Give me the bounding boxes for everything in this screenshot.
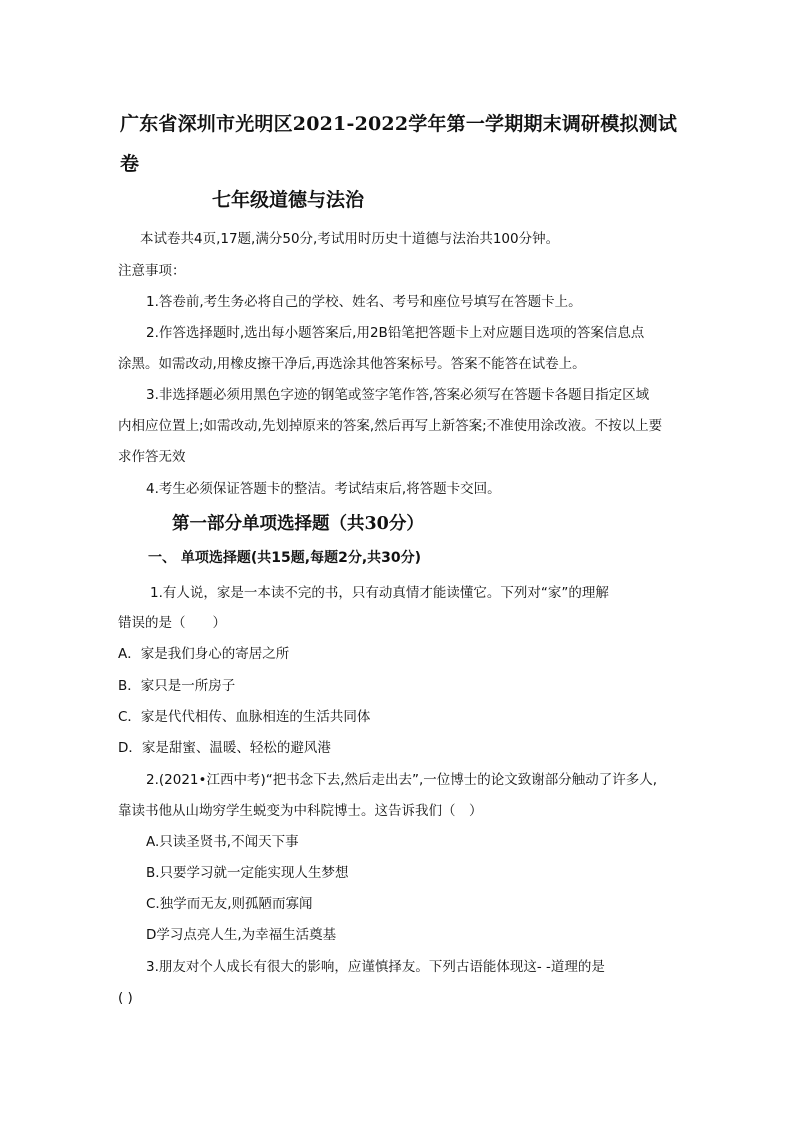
question-stem: 2.(2021•江西中考)“把书念下去,然后走出去”,一位博士的论文致谢部分触动了许多人,: [146, 772, 658, 788]
notice-line: 3.非选择题必须用黑色字迹的钢笔或签字笔作答,答案必须写在答题卡各题目指定区域: [146, 387, 650, 403]
question-stem: 靠读书他从山坳穷学生蜕变为中科院博士。这告诉我们（ ）: [118, 803, 483, 819]
notice-line: 涂黑。如需改动,用橡皮擦干净后,再选涂其他答案标号。答案不能答在试卷上。: [118, 356, 586, 372]
document-title: 广东省深圳市光明区2021-2022学年第一学期期末调研模拟测试卷: [120, 113, 678, 175]
question-option: B.只要学习就一定能实现人生梦想: [146, 865, 349, 881]
document-subtitle: 七年级道德与法治: [212, 189, 365, 211]
question-stem: ( ): [118, 990, 133, 1006]
notice-line: 求作答无效: [118, 449, 186, 465]
question-option: A．家是我们身心的寄居之所: [118, 646, 290, 662]
subsection-title: 一、 单项选择题(共15题,每题2分,共30分): [148, 550, 422, 566]
question-stem: 1.有人说，家是一本读不完的书，只有动真情才能读懂它。下列对“家”的理解: [150, 585, 609, 601]
question-option: D．家是甜蜜、温暖、轻松的避风港: [118, 740, 331, 756]
question-option: C.独学而无友,则孤陋而寡闻: [146, 896, 313, 912]
section-title: 第一部分单项选择题（共30分）: [172, 514, 424, 534]
question-stem: 3.朋友对个人成长有很大的影响，应谨慎择友。下列古语能体现这- -道理的是: [146, 959, 605, 975]
question-stem: 错误的是（ ）: [118, 615, 226, 631]
notice-line: 1.答卷前,考生务必将自己的学校、姓名、考号和座位号填写在答题卡上。: [146, 294, 582, 310]
exam-intro: 本试卷共4页,17题,满分50分,考试用时历史十道德与法治共100分钟。: [140, 231, 560, 247]
notice-line: 2.作答选择题时,选出每小题答案后,用2B铅笔把答题卡上对应题目选项的答案信息点: [146, 325, 645, 341]
question-option: D学习点亮人生,为幸福生活奠基: [146, 927, 337, 943]
question-option: B．家只是一所房子: [118, 678, 236, 694]
question-option: A.只读圣贤书,不闻天下事: [146, 834, 299, 850]
question-option: C．家是代代相传、血脉相连的生活共同体: [118, 709, 371, 725]
notice-heading: 注意事项：: [118, 263, 186, 279]
notice-line: 内相应位置上;如需改动,先划掉原来的答案,然后再写上新答案;不准使用涂改液。不按以上要: [118, 418, 663, 434]
notice-line: 4.考生必须保证答题卡的整洁。考试结束后,将答题卡交回。: [146, 481, 501, 497]
